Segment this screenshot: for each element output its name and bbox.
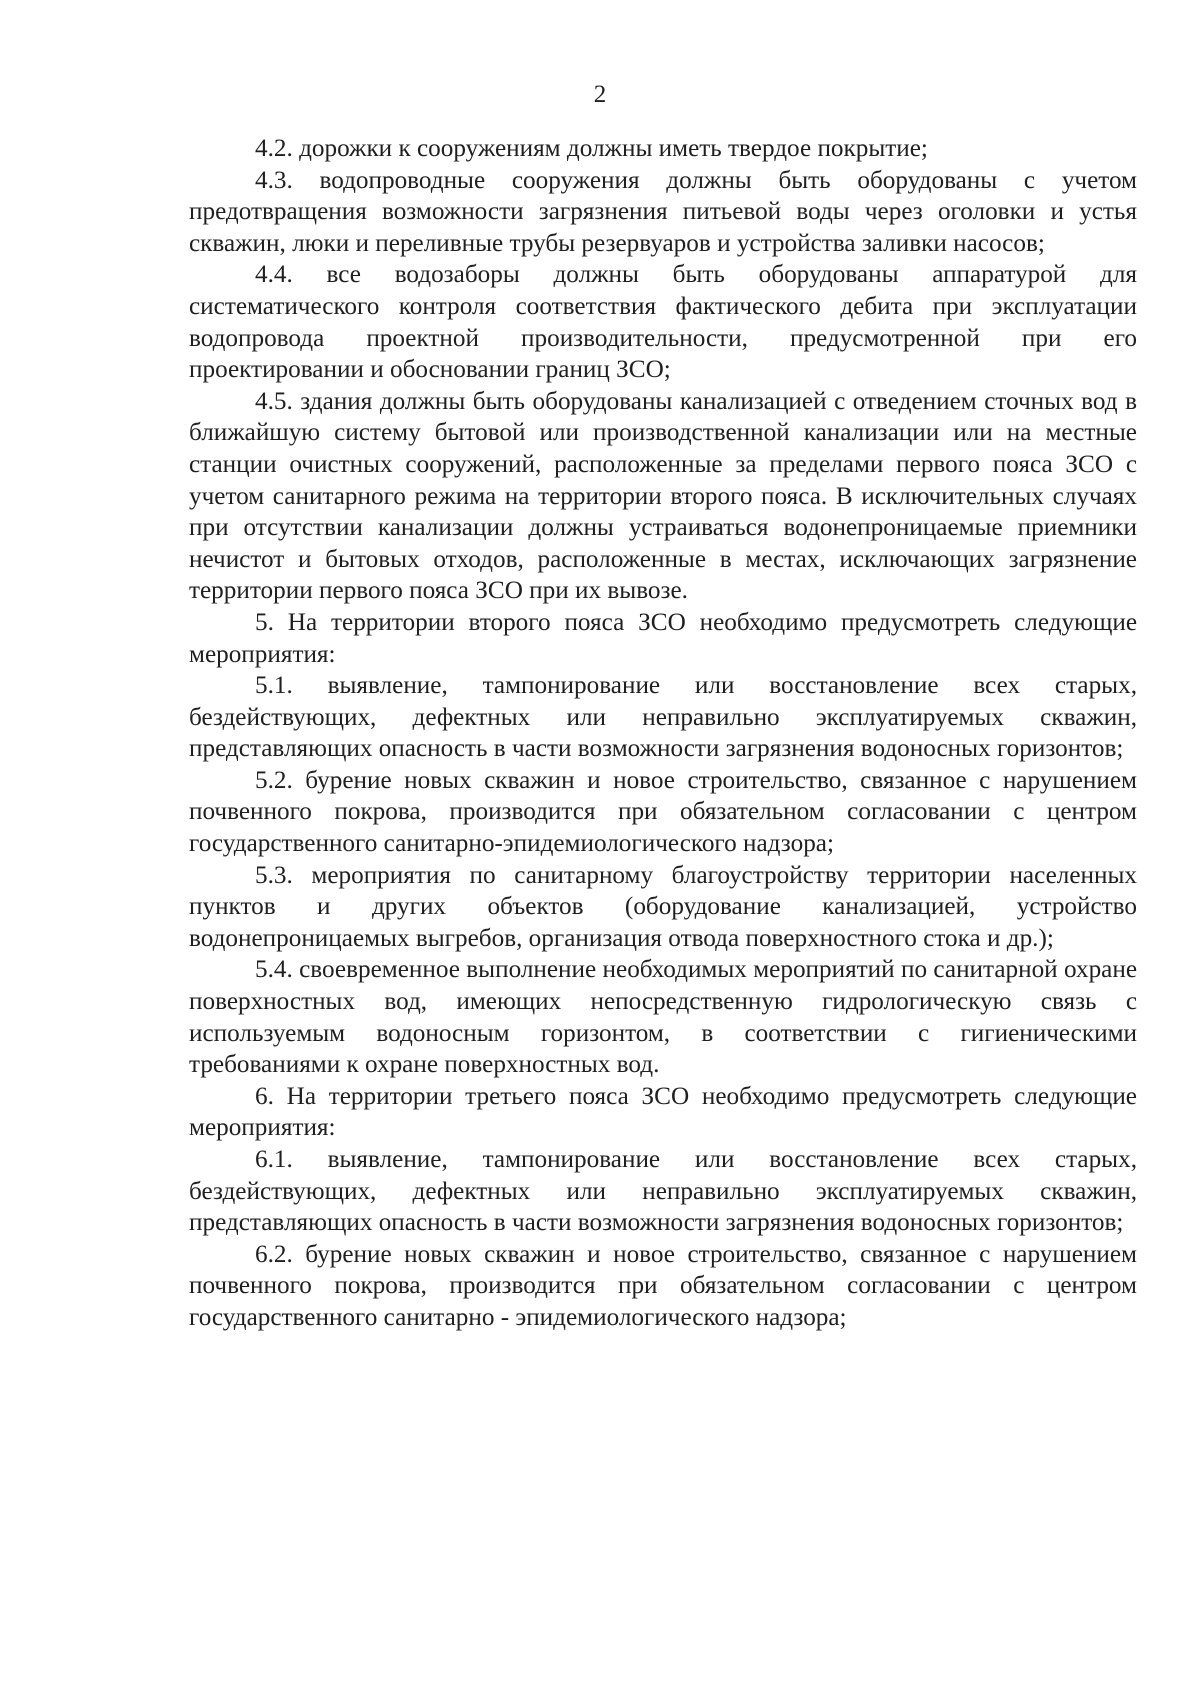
paragraph-5-2: 5.2. бурение новых скважин и новое строительство, связанное с нарушением почвенного покрова, производится при обязательном согласовании с центром государственного санитарно-эпидемиологического надзора;	[189, 766, 1137, 858]
page-number: 2	[593, 81, 607, 108]
paragraph-5: 5. На территории второго пояса ЗСО необходимо предусмотреть следующие мероприятия:	[189, 608, 1137, 668]
document-body	[189, 133, 1137, 1334]
paragraph-4-3: 4.3. водопроводные сооружения должны быть оборудованы с учетом предотвращения возможности загрязнения питьевой воды через оголовки и устья скважин, люки и переливные трубы резервуаров и устройства заливки насосов;	[189, 166, 1137, 257]
paragraph-4-2: 4.2. дорожки к сооружениям должны иметь твердое покрытие;	[255, 135, 928, 162]
paragraph-4-4: 4.4. все водозаборы должны быть оборудованы аппаратурой для систематического контроля соответствия фактического дебита при эксплуатации водопровода проектной производительности, предусмотренной при его проектировании и обосновании границ ЗСО;	[189, 261, 1137, 384]
paragraph-5-3: 5.3. мероприятия по санитарному благоустройству территории населенных пунктов и других объектов (оборудование канализацией, устройство водонепроницаемых выгребов, организация отвода поверхностного стока и др.);	[189, 861, 1137, 952]
paragraph-4-5: 4.5. здания должны быть оборудованы канализацией с отведением сточных вод в ближайшую систему бытовой или производственной канализации или на местные станции очистных сооружений, расположенные за пределами первого пояса ЗСО с учетом санитарного режима на территории второго пояса. В исключительных случаях при отсутствии канализации должны устраиваться водонепроницаемые приемники нечистот и бытовых отходов, расположенные в местах, исключающих загрязнение территории первого пояса ЗСО при их вывозе.	[189, 387, 1137, 605]
paragraph-5-4: 5.4. своевременное выполнение необходимых мероприятий по санитарной охране поверхностных вод, имеющих непосредственную гидрологическую связь с используемым водоносным горизонтом, в соответствии с гигиеническими требованиями к охране поверхностных вод.	[189, 956, 1137, 1079]
paragraph-6: 6. На территории третьего пояса ЗСО необходимо предусмотреть следующие мероприятия:	[189, 1082, 1137, 1142]
paragraph-6-1: 6.1. выявление, тампонирование или восстановление всех старых, бездействующих, дефектных или неправильно эксплуатируемых скважин, представляющих опасность в части возможности загрязнения водоносных горизонтов;	[189, 1146, 1137, 1237]
paragraph-5-1: 5.1. выявление, тампонирование или восстановление всех старых, бездействующих, дефектных или неправильно эксплуатируемых скважин, представляющих опасность в части возможности загрязнения водоносных горизонтов;	[189, 672, 1137, 763]
paragraph-6-2: 6.2. бурение новых скважин и новое строительство, связанное с нарушением почвенного покрова, производится при обязательном согласовании с центром государственного санитарно - эпидемиологического надзора;	[189, 1240, 1137, 1331]
